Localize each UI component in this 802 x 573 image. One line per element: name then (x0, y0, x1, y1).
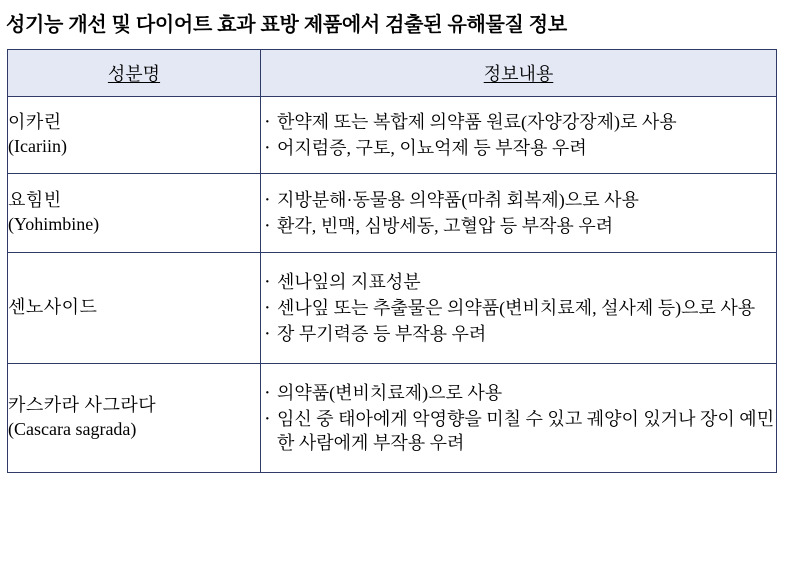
info-bullet-list (261, 270, 776, 347)
ingredient-name-cell (8, 174, 261, 253)
table-row (8, 364, 777, 473)
table-row (8, 97, 777, 174)
list-item: · 센나잎 또는 추출물은 의약품(변비치료제, 설사제 등)으로 사용 (261, 296, 776, 320)
table-row (8, 253, 777, 364)
ingredient-name-cell (8, 253, 261, 364)
ingredient-name-english: (Yohimbine) (8, 214, 100, 234)
ingredient-name-english: (Cascara sagrada) (8, 419, 137, 439)
list-item: · 임신 중 태아에게 악영향을 미칠 수 있고 궤양이 있거나 장이 예민한 사람에게 부작용 우려 (261, 407, 776, 456)
column-header-info (261, 50, 777, 97)
ingredient-name-korean: 카스카라 사그라다 (8, 395, 157, 416)
column-header-ingredient (8, 50, 261, 97)
info-bullet-list (261, 381, 776, 456)
list-item: · 환각, 빈맥, 심방세동, 고혈압 등 부작용 우려 (261, 214, 776, 238)
info-content-cell (261, 97, 777, 174)
column-header-info-label: 정보내용 (483, 64, 554, 84)
info-content-cell (261, 364, 777, 473)
ingredient-name-english: (Icariin) (8, 136, 67, 156)
ingredient-name-korean: 요힘빈 (8, 190, 62, 211)
column-header-ingredient-label: 성분명 (107, 64, 161, 84)
ingredient-name-cell (8, 364, 261, 473)
list-item: · 센나잎의 지표성분 (261, 270, 776, 294)
ingredient-name-korean: 센노사이드 (8, 297, 98, 318)
list-item: · 지방분해·동물용 의약품(마취 회복제)으로 사용 (261, 188, 776, 212)
list-item: · 장 무기력증 등 부작용 우려 (261, 322, 776, 346)
info-content-cell (261, 253, 777, 364)
ingredient-name-cell (8, 97, 261, 174)
list-item: · 한약제 또는 복합제 의약품 원료(자양강장제)로 사용 (261, 110, 776, 134)
page-title: 성기능 개선 및 다이어트 효과 표방 제품에서 검출된 유해물질 정보 (6, 14, 567, 36)
harmful-substance-table (7, 49, 777, 473)
table-row (8, 174, 777, 253)
table-header (8, 50, 777, 97)
list-item: · 의약품(변비치료제)으로 사용 (261, 381, 776, 405)
info-bullet-list (261, 188, 776, 239)
info-content-cell (261, 174, 777, 253)
table-body (8, 97, 777, 473)
list-item: · 어지럼증, 구토, 이뇨억제 등 부작용 우려 (261, 136, 776, 160)
info-bullet-list (261, 110, 776, 161)
table-header-row (8, 50, 777, 97)
ingredient-name-korean: 이카린 (8, 112, 62, 133)
